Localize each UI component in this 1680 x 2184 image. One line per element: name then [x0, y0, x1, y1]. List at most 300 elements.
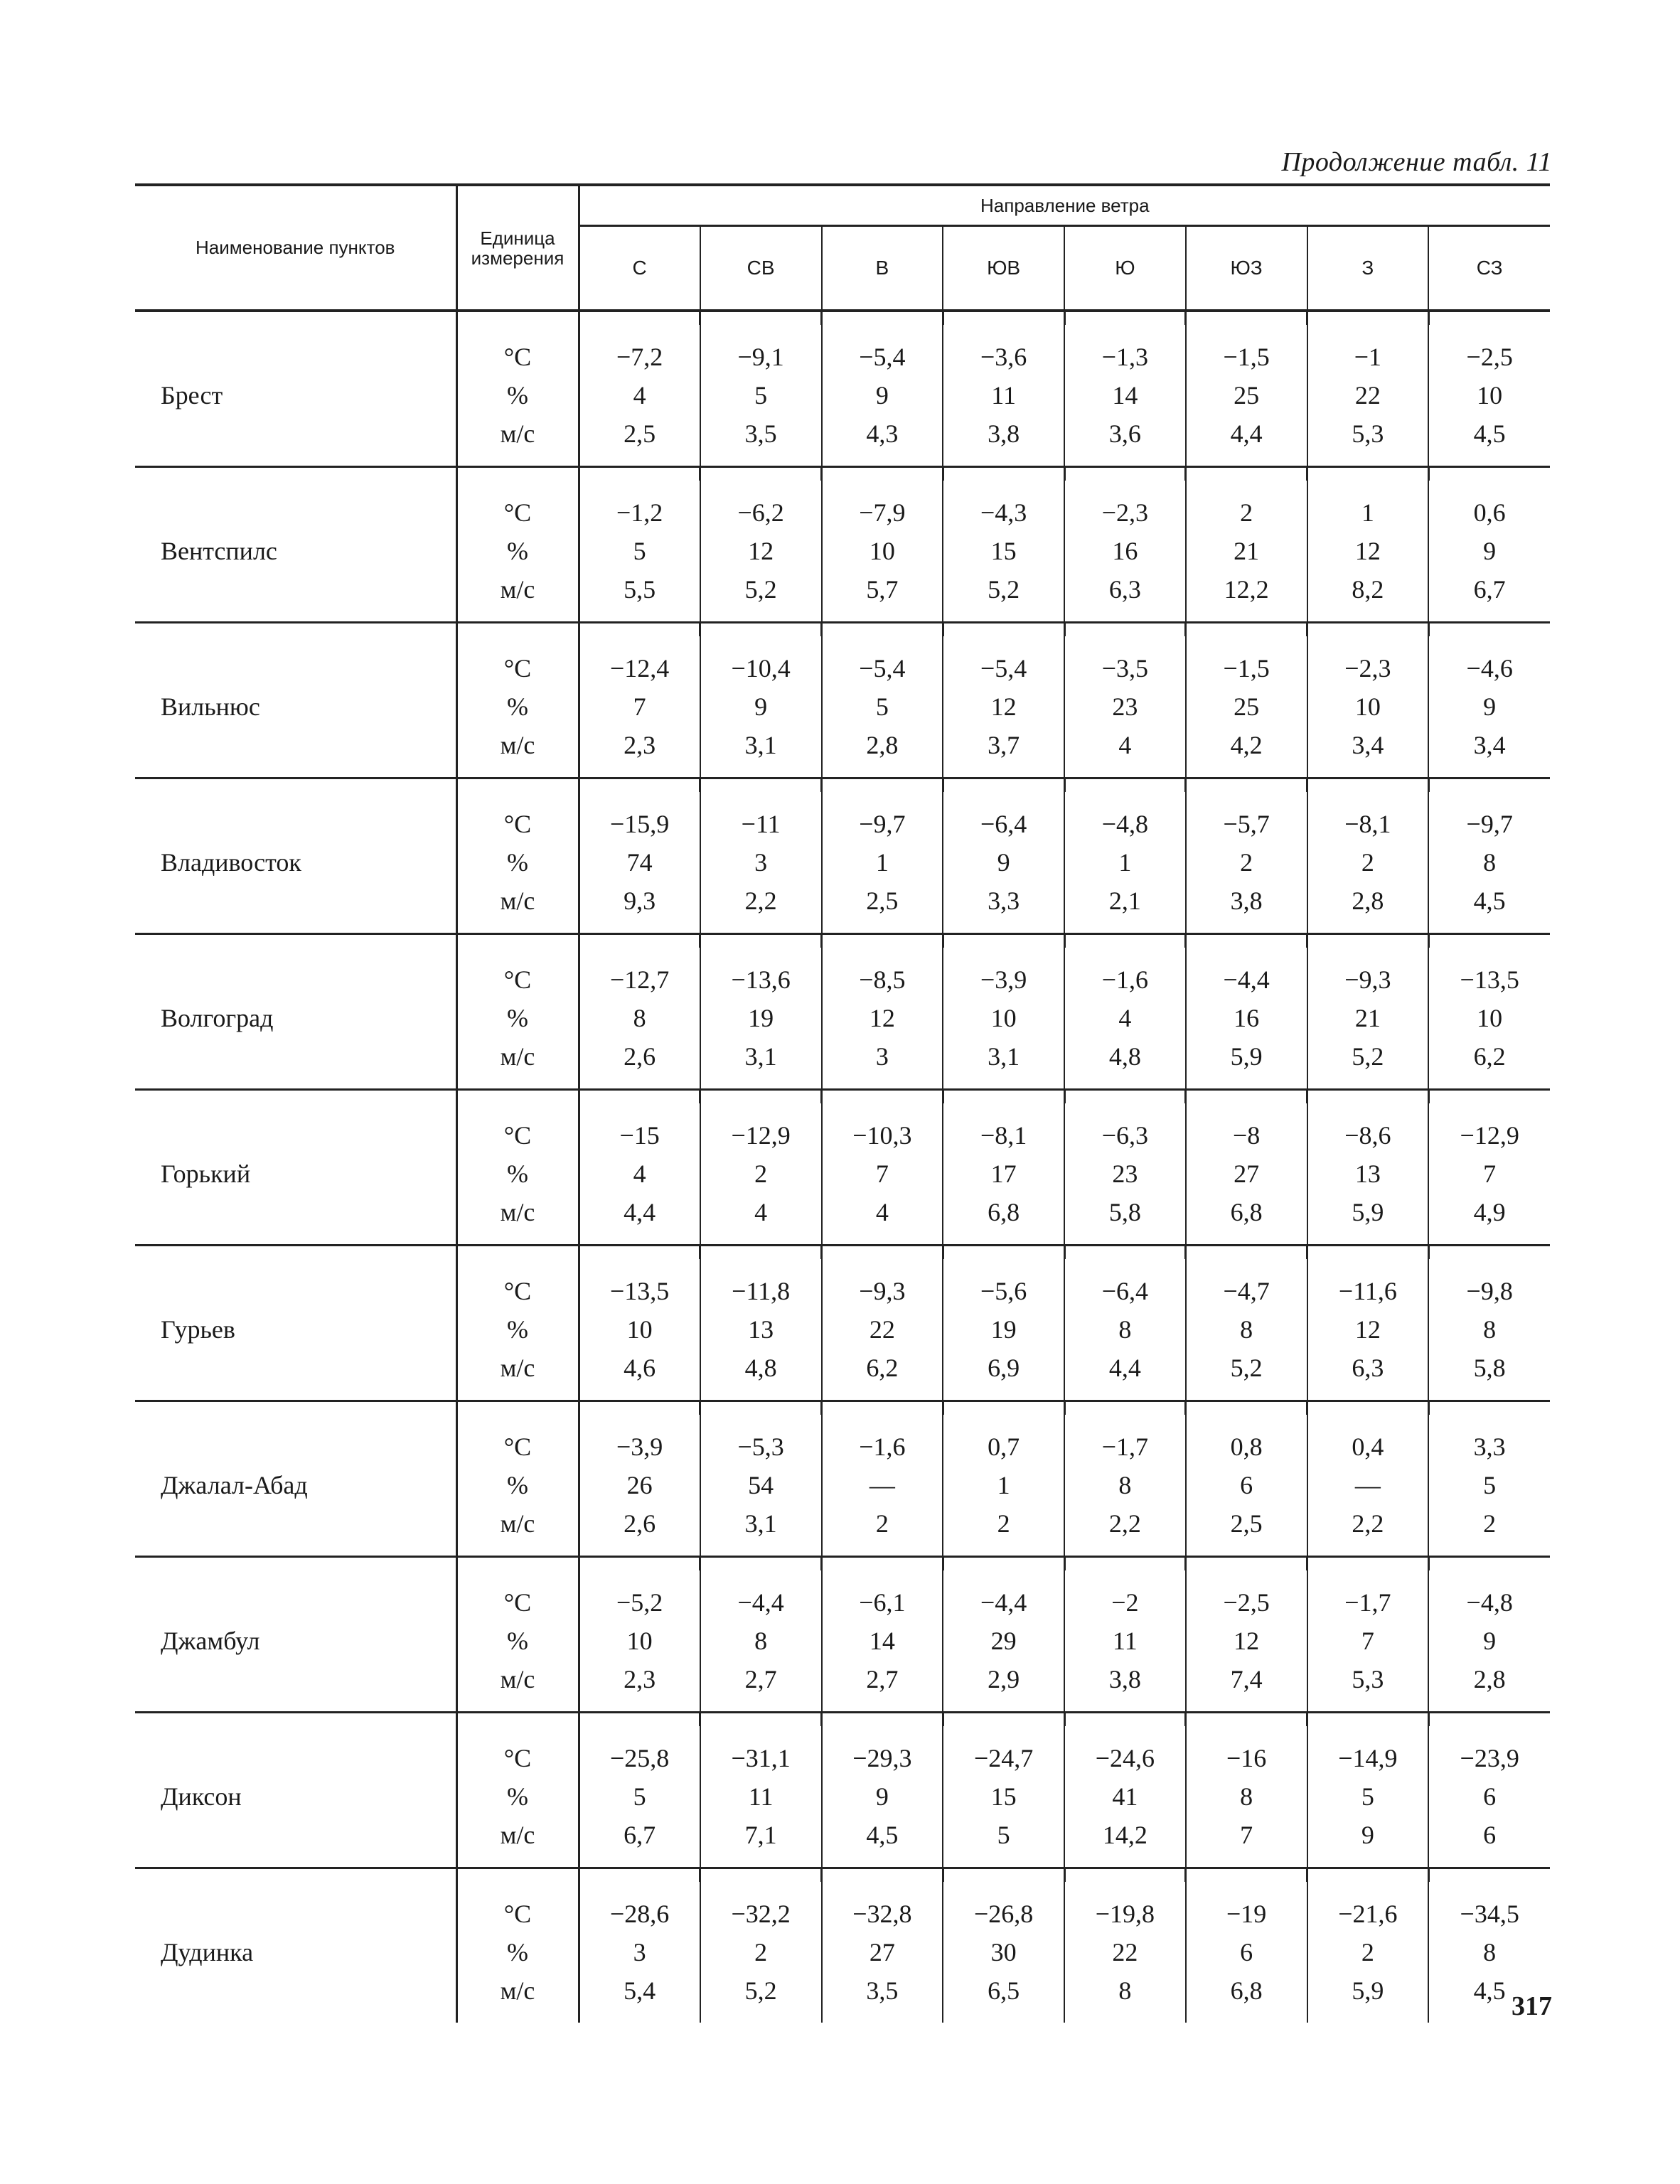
speed-value: 7,4 [1230, 1665, 1263, 1693]
speed-value: 3,8 [1230, 887, 1263, 915]
gap-cell [456, 1401, 579, 1415]
frequency-value: 5 [754, 381, 768, 410]
speed-value: 6,8 [1230, 1976, 1263, 2005]
gap-cell [1064, 623, 1186, 637]
value-cell [822, 792, 943, 934]
unit-label: % [507, 1471, 528, 1499]
unit-label: % [507, 381, 528, 410]
frequency-value: 6 [1240, 1471, 1253, 1499]
temperature-value: −6,3 [1101, 1121, 1149, 1150]
unit-stack [458, 960, 578, 1076]
value-stack [580, 649, 700, 764]
temperature-value: −28,6 [609, 1900, 670, 1928]
value-cell [1064, 1726, 1186, 1868]
unit-label: м/с [500, 1509, 535, 1538]
gap-cell [1186, 467, 1307, 481]
speed-value: 7,1 [744, 1821, 777, 1849]
value-cell [822, 1103, 943, 1246]
value-stack [1065, 1895, 1185, 2010]
value-stack [580, 960, 700, 1076]
temperature-value: −1,5 [1223, 654, 1270, 682]
value-stack [1065, 1583, 1185, 1698]
speed-value: 2,7 [744, 1665, 777, 1693]
value-stack [701, 493, 821, 609]
gap-cell [1186, 1868, 1307, 1883]
value-stack [1065, 1739, 1185, 1854]
frequency-value: 21 [1354, 1004, 1381, 1032]
gap-cell [943, 778, 1064, 793]
frequency-value: 15 [990, 537, 1017, 565]
gap-cell [943, 1557, 1064, 1571]
value-stack [823, 493, 943, 609]
unit-cell [456, 481, 579, 623]
value-stack [823, 1116, 943, 1231]
gap-cell [1186, 1090, 1307, 1104]
temperature-value: −1,7 [1101, 1433, 1149, 1461]
frequency-value: 22 [869, 1315, 895, 1344]
temperature-value: −7,2 [616, 343, 663, 371]
gap-cell [700, 467, 822, 481]
value-cell [1428, 1570, 1550, 1713]
frequency-value: 8 [1483, 1315, 1497, 1344]
unit-label: °С [503, 1588, 532, 1617]
table-row [135, 1882, 1550, 2023]
temperature-value: −6,4 [980, 810, 1027, 838]
temperature-value: −5,4 [980, 654, 1027, 682]
gap-cell [579, 1246, 700, 1260]
speed-value: 7 [1240, 1821, 1253, 1849]
gap-cell [1064, 1868, 1186, 1883]
gap-cell [1064, 1401, 1186, 1415]
gap-cell [1307, 1557, 1429, 1571]
frequency-value: 1 [997, 1471, 1010, 1499]
speed-value: 4,5 [866, 1821, 899, 1849]
unit-label: м/с [500, 1198, 535, 1226]
value-cell [579, 1415, 700, 1557]
unit-label: м/с [500, 1354, 535, 1382]
value-stack [1065, 1272, 1185, 1387]
header-direction-s: Ю [1064, 226, 1186, 311]
frequency-value: 8 [1240, 1782, 1253, 1811]
unit-cell [456, 636, 579, 778]
gap-cell [456, 1713, 579, 1727]
gap-cell [700, 311, 822, 325]
value-stack [1065, 960, 1185, 1076]
speed-value: 3,1 [744, 731, 777, 759]
gap-cell [943, 311, 1064, 325]
table-row [135, 948, 1550, 1090]
gap-cell [822, 1090, 943, 1104]
frequency-value: 30 [990, 1938, 1017, 1966]
value-cell [1307, 1103, 1429, 1246]
gap-cell [943, 934, 1064, 948]
temperature-value: −1,6 [1101, 965, 1149, 994]
unit-cell [456, 325, 579, 467]
temperature-value: −8,5 [859, 965, 906, 994]
temperature-value: −19 [1226, 1900, 1267, 1928]
gap-cell [579, 1557, 700, 1571]
value-stack [943, 1116, 1064, 1231]
speed-value: 6,8 [1230, 1198, 1263, 1226]
temperature-value: 0,8 [1230, 1433, 1263, 1461]
temperature-value: −7,9 [859, 498, 906, 527]
gap-cell [700, 1401, 822, 1415]
gap-cell [1307, 1090, 1429, 1104]
value-stack [1187, 1739, 1307, 1854]
value-cell [1186, 948, 1307, 1090]
value-stack [580, 1116, 700, 1231]
speed-value: 3,1 [988, 1042, 1020, 1071]
value-cell [822, 948, 943, 1090]
speed-value: 2,8 [866, 731, 899, 759]
frequency-value: 6 [1240, 1938, 1253, 1966]
station-name: Волгоград [135, 948, 456, 1090]
gap-cell [1428, 311, 1550, 325]
speed-value: 5,7 [866, 575, 899, 604]
temperature-value: 2 [1240, 498, 1253, 527]
temperature-value: −2,3 [1101, 498, 1149, 527]
value-cell [1307, 1259, 1429, 1401]
value-cell [1186, 1415, 1307, 1557]
temperature-value: −3,9 [616, 1433, 663, 1461]
gap-cell [1307, 1713, 1429, 1727]
frequency-value: 10 [1354, 692, 1381, 721]
frequency-value: 9 [875, 1782, 889, 1811]
unit-label: °С [503, 343, 532, 371]
frequency-value: 9 [1483, 537, 1497, 565]
value-stack [1065, 1428, 1185, 1543]
value-stack [701, 1428, 821, 1543]
temperature-value: −13,5 [1460, 965, 1519, 994]
speed-value: 3,5 [744, 419, 777, 448]
unit-label: м/с [500, 575, 535, 604]
value-stack [1308, 1428, 1428, 1543]
speed-value: 5,3 [1352, 1665, 1384, 1693]
value-stack [1429, 493, 1550, 609]
frequency-value: 23 [1112, 1160, 1138, 1188]
value-stack [1429, 338, 1550, 453]
header-direction-ne: СВ [700, 226, 822, 311]
table-row [135, 1415, 1550, 1557]
value-cell [1186, 1882, 1307, 2023]
speed-value: 5,2 [744, 1976, 777, 2005]
row-gap [135, 1868, 1550, 1883]
value-stack [1187, 1583, 1307, 1698]
unit-label: °С [503, 1121, 532, 1150]
value-cell [943, 1415, 1064, 1557]
unit-label: % [507, 537, 528, 565]
value-stack [701, 649, 821, 764]
value-cell [700, 948, 822, 1090]
speed-value: 4,8 [744, 1354, 777, 1382]
frequency-value: 27 [1234, 1160, 1260, 1188]
temperature-value: −5,7 [1223, 810, 1270, 838]
value-stack [823, 1895, 943, 2010]
temperature-value: 0,7 [988, 1433, 1020, 1461]
speed-value: 3,5 [866, 1976, 899, 2005]
speed-value: 4,4 [1108, 1354, 1141, 1382]
temperature-value: 1 [1361, 498, 1374, 527]
frequency-value: 74 [626, 848, 653, 877]
temperature-value: −32,8 [852, 1900, 912, 1928]
temperature-value: −12,9 [1460, 1121, 1519, 1150]
value-cell [1428, 1415, 1550, 1557]
gap-cell [943, 1246, 1064, 1260]
gap-cell [1186, 1401, 1307, 1415]
gap-cell [135, 934, 456, 948]
frequency-value: 23 [1112, 692, 1138, 721]
frequency-value: 7 [633, 692, 646, 721]
value-stack [1308, 649, 1428, 764]
frequency-value: 8 [1118, 1471, 1132, 1499]
value-cell [1428, 1726, 1550, 1868]
gap-cell [700, 778, 822, 793]
unit-stack [458, 338, 578, 453]
frequency-value: 16 [1234, 1004, 1260, 1032]
speed-value: 3,8 [1108, 1665, 1141, 1693]
value-cell [1064, 1103, 1186, 1246]
temperature-value: −1,7 [1344, 1588, 1391, 1617]
frequency-value: 4 [1118, 1004, 1132, 1032]
frequency-value: 10 [990, 1004, 1017, 1032]
value-cell [579, 1726, 700, 1868]
frequency-value: 11 [1113, 1627, 1138, 1655]
speed-value: 5,8 [1473, 1354, 1506, 1382]
temperature-value: −8,6 [1344, 1121, 1391, 1150]
frequency-value: 14 [869, 1627, 895, 1655]
value-cell [1428, 481, 1550, 623]
value-cell [1064, 325, 1186, 467]
frequency-value: 3 [754, 848, 768, 877]
value-cell [943, 1259, 1064, 1401]
speed-value: 4,5 [1473, 887, 1506, 915]
value-cell [1064, 1259, 1186, 1401]
gap-cell [135, 1401, 456, 1415]
speed-value: 3 [875, 1042, 889, 1071]
speed-value: 4,3 [866, 419, 899, 448]
unit-label: °С [503, 1900, 532, 1928]
frequency-value: 12 [869, 1004, 895, 1032]
gap-cell [1428, 1246, 1550, 1260]
value-cell [1428, 636, 1550, 778]
speed-value: 2 [875, 1509, 889, 1538]
value-stack [1429, 960, 1550, 1076]
speed-value: 2,8 [1352, 887, 1384, 915]
value-cell [943, 792, 1064, 934]
speed-value: 4,6 [624, 1354, 656, 1382]
value-stack [1065, 338, 1185, 453]
header-direction-sw: ЮЗ [1186, 226, 1307, 311]
value-stack [701, 338, 821, 453]
speed-value: 9,3 [624, 887, 656, 915]
gap-cell [135, 623, 456, 637]
frequency-value: 8 [1483, 1938, 1497, 1966]
value-stack [701, 1116, 821, 1231]
value-stack [943, 493, 1064, 609]
frequency-value: 2 [1361, 848, 1374, 877]
gap-cell [1064, 467, 1186, 481]
unit-stack [458, 1583, 578, 1698]
value-stack [943, 1739, 1064, 1854]
table-row [135, 792, 1550, 934]
unit-stack [458, 1428, 578, 1543]
frequency-value: 4 [633, 1160, 646, 1188]
speed-value: 6,2 [866, 1354, 899, 1382]
gap-cell [700, 623, 822, 637]
unit-label: % [507, 1627, 528, 1655]
temperature-value: −1,6 [859, 1433, 906, 1461]
value-cell [943, 636, 1064, 778]
temperature-value: −24,7 [973, 1744, 1034, 1772]
temperature-value: −26,8 [973, 1900, 1034, 1928]
row-gap [135, 1401, 1550, 1415]
unit-label: °С [503, 1277, 532, 1305]
temperature-value: −12,7 [609, 965, 670, 994]
frequency-value: 41 [1112, 1782, 1138, 1811]
gap-cell [1428, 467, 1550, 481]
gap-cell [456, 934, 579, 948]
unit-label: м/с [500, 1042, 535, 1071]
speed-value: 5,9 [1230, 1042, 1263, 1071]
unit-stack [458, 1272, 578, 1387]
frequency-value: 8 [1240, 1315, 1253, 1344]
frequency-value: 9 [1483, 1627, 1497, 1655]
value-stack [1429, 1739, 1550, 1854]
temperature-value: −2,5 [1223, 1588, 1270, 1617]
temperature-value: −10,3 [852, 1121, 912, 1150]
unit-cell [456, 1259, 579, 1401]
speed-value: 6,5 [988, 1976, 1020, 2005]
value-cell [1186, 636, 1307, 778]
row-gap [135, 1246, 1550, 1260]
value-cell [700, 325, 822, 467]
value-cell [1307, 1726, 1429, 1868]
frequency-value: 10 [1477, 381, 1503, 410]
speed-value: 5,3 [1352, 419, 1384, 448]
frequency-value: 13 [748, 1315, 774, 1344]
gap-cell [1307, 467, 1429, 481]
temperature-value: −9,1 [737, 343, 784, 371]
temperature-value: −9,7 [859, 810, 906, 838]
frequency-value: 7 [875, 1160, 889, 1188]
station-name: Горький [135, 1103, 456, 1246]
station-name: Брест [135, 325, 456, 467]
value-cell [1307, 1415, 1429, 1557]
value-cell [1428, 792, 1550, 934]
temperature-value: −5,4 [859, 343, 906, 371]
value-cell [1064, 1570, 1186, 1713]
gap-cell [1186, 1713, 1307, 1727]
speed-value: 2 [1483, 1509, 1497, 1538]
temperature-value: 0,4 [1352, 1433, 1384, 1461]
unit-label: м/с [500, 887, 535, 915]
gap-cell [1307, 311, 1429, 325]
gap-cell [1064, 1246, 1186, 1260]
temperature-value: −9,3 [859, 1277, 906, 1305]
frequency-value: 29 [990, 1627, 1017, 1655]
gap-cell [943, 1713, 1064, 1727]
value-stack [701, 1895, 821, 2010]
temperature-value: −4,8 [1466, 1588, 1513, 1617]
value-stack [1429, 1428, 1550, 1543]
temperature-value: −15 [619, 1121, 660, 1150]
temperature-value: −5,4 [859, 654, 906, 682]
temperature-value: −13,5 [609, 1277, 670, 1305]
gap-cell [1307, 778, 1429, 793]
gap-cell [1428, 1090, 1550, 1104]
speed-value: 4,5 [1473, 419, 1506, 448]
speed-value: 5,2 [744, 575, 777, 604]
temperature-value: −2,5 [1466, 343, 1513, 371]
gap-cell [1428, 623, 1550, 637]
frequency-value: 11 [748, 1782, 774, 1811]
gap-cell [579, 1090, 700, 1104]
gap-cell [135, 311, 456, 325]
frequency-value: 12 [748, 537, 774, 565]
unit-stack [458, 1895, 578, 2010]
temperature-value: −2,3 [1344, 654, 1391, 682]
speed-value: 14,2 [1102, 1821, 1147, 1849]
unit-label: м/с [500, 731, 535, 759]
speed-value: 5,8 [1108, 1198, 1141, 1226]
gap-cell [1064, 311, 1186, 325]
gap-cell [1428, 1868, 1550, 1883]
speed-value: 2,1 [1108, 887, 1141, 915]
unit-label: °С [503, 498, 532, 527]
station-name: Диксон [135, 1726, 456, 1868]
frequency-value: 9 [875, 381, 889, 410]
value-cell [1064, 481, 1186, 623]
value-stack [580, 805, 700, 920]
value-cell [700, 1570, 822, 1713]
frequency-value: 15 [990, 1782, 1017, 1811]
frequency-value: 14 [1112, 381, 1138, 410]
frequency-value: 21 [1234, 537, 1260, 565]
value-stack [580, 1895, 700, 2010]
value-cell [822, 1259, 943, 1401]
frequency-value: 25 [1234, 381, 1260, 410]
value-cell [943, 1570, 1064, 1713]
value-cell [822, 1415, 943, 1557]
unit-stack [458, 1116, 578, 1231]
gap-cell [1428, 934, 1550, 948]
value-cell [700, 1103, 822, 1246]
value-cell [1307, 325, 1429, 467]
speed-value: 4 [875, 1198, 889, 1226]
value-stack [1429, 1583, 1550, 1698]
temperature-value: −1,5 [1223, 343, 1270, 371]
header-wind-direction: Направление ветра [579, 185, 1550, 226]
value-stack [1308, 338, 1428, 453]
temperature-value: −15,9 [609, 810, 670, 838]
unit-cell [456, 1415, 579, 1557]
speed-value: 2,7 [866, 1665, 899, 1693]
temperature-value: −14,9 [1338, 1744, 1398, 1772]
speed-value: 6,7 [624, 1821, 656, 1849]
frequency-value: 5 [875, 692, 889, 721]
temperature-value: −4,8 [1101, 810, 1149, 838]
value-stack [1187, 649, 1307, 764]
unit-stack [458, 493, 578, 609]
gap-cell [456, 1246, 579, 1260]
value-cell [943, 948, 1064, 1090]
speed-value: 3,3 [988, 887, 1020, 915]
gap-cell [135, 1868, 456, 1883]
speed-value: 3,1 [744, 1509, 777, 1538]
temperature-value: −8,1 [1344, 810, 1391, 838]
station-name: Гурьев [135, 1259, 456, 1401]
value-stack [943, 1895, 1064, 2010]
